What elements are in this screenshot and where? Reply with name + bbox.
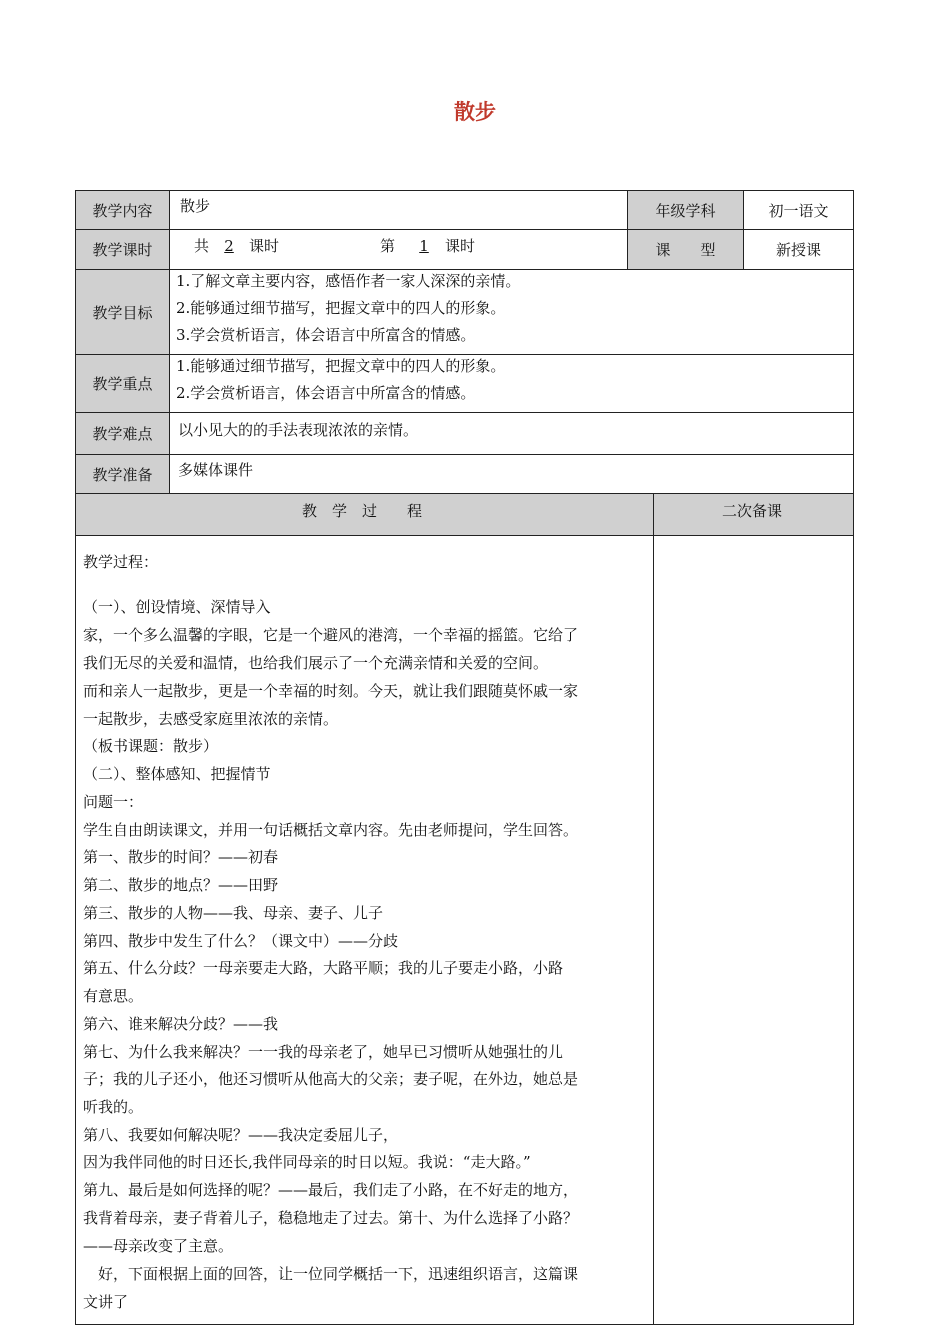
hours-unit: 课时 [249,237,280,255]
process-line: 文讲了 [83,1293,129,1311]
difficulty-value: 以小见大的的手法表现浓浓的亲情。 [178,421,419,439]
objective-item: 2.能够通过细节描写，把握文章中的四人的形象。 [176,299,506,317]
process-line: 第九、最后是如何选择的呢？——最后，我们走了小路，在不好走的地方， [83,1181,579,1199]
process-line: 第七、为什么我来解决？一一我的母亲老了，她早已习惯听从她强壮的儿 [83,1043,564,1061]
prep-label-cell [75,454,170,494]
process-line: 有意思。 [83,987,144,1005]
key-point-item: 1.能够通过细节描写，把握文章中的四人的形象。 [176,357,506,375]
process-line: 第四、散步中发生了什么？（课文中）——分歧 [83,932,399,950]
difficulty-value-cell [169,412,854,455]
side-header-cell [653,493,854,536]
hours-index: 1 [419,237,429,255]
prep-value: 多媒体课件 [178,461,254,479]
process-line: 我背着母亲，妻子背着儿子，稳稳地走了过去。第十、为什么选择了小路？ [83,1209,579,1227]
page-title: 散步 [454,100,496,124]
hours-value-cell [169,229,628,270]
content-label: 教学内容 [92,201,153,220]
key-points-value-cell [169,354,854,413]
grade-subject-value-cell [743,190,854,230]
process-line: （二）、整体感知、把握情节 [83,765,271,783]
process-line: 家，一个多么温馨的字眼，它是一个避风的港湾，一个幸福的摇篮。它给了 [83,626,579,644]
hours-index-unit: 课时 [445,237,476,255]
process-line: 第五、什么分歧？一母亲要走大路，大路平顺；我的儿子要走小路，小路 [83,959,564,977]
process-header: 教 学 过 程 [302,502,423,520]
prep-label: 教学准备 [92,465,153,484]
content-value-cell [169,190,628,230]
process-line: （板书课题：散步） [83,737,219,755]
lesson-type-value: 新授课 [775,241,821,259]
key-points-label: 教学重点 [92,375,153,393]
key-points-label-cell [75,354,170,413]
process-line: （一）、创设情境、深情导入 [83,598,271,616]
lesson-type-label-cell [627,229,744,270]
process-line: 因为我伴同他的时日还长,我伴同母亲的时日以短。我说：“走大路。” [83,1153,531,1171]
process-line: 第二、散步的地点？——田野 [83,876,279,894]
process-line: 教学过程： [83,553,159,571]
side-header: 二次备课 [722,502,783,520]
process-header-cell [75,493,654,536]
grade-subject-label: 年级学科 [655,201,716,220]
hours-index-prefix: 第 [380,237,396,255]
objectives-label: 教学目标 [92,303,153,322]
process-line: 第一、散步的时间？——初春 [83,848,279,866]
process-line: 而和亲人一起散步，更是一个幸福的时刻。今天，就让我们跟随莫怀戚一家 [83,682,579,700]
hours-total: 2 [224,237,234,255]
process-line: 第三、散步的人物——我、母亲、妻子、儿子 [83,904,384,922]
process-line: 我们无尽的关爱和温情，也给我们展示了一个充满亲情和关爱的空间。 [83,654,549,672]
objective-item: 3.学会赏析语言，体会语言中所富含的情感。 [176,326,476,344]
difficulty-label: 教学难点 [92,425,153,443]
process-line: 一起散步，去感受家庭里浓浓的亲情。 [83,710,339,728]
process-line: 学生自由朗读课文，并用一句话概括文章内容。先由老师提问，学生回答。 [83,821,579,839]
objectives-label-cell [75,269,170,355]
hours-total-text [194,235,279,256]
key-point-item: 2.学会赏析语言，体会语言中所富含的情感。 [176,384,476,402]
content-value: 散步 [180,197,211,215]
lesson-type-value-cell [743,229,854,270]
prep-value-cell [169,454,854,494]
process-line: 第六、谁来解决分歧？——我 [83,1015,279,1033]
objective-item: 1.了解文章主要内容，感悟作者一家人深深的亲情。 [176,272,521,290]
hours-index-text [380,235,475,256]
hours-total-prefix: 共 [194,237,210,255]
process-line: 第八、我要如何解决呢？——我决定委屈儿子， [83,1126,399,1144]
hours-label: 教学课时 [92,241,153,259]
grade-subject-label-cell [627,190,744,230]
process-line: 听我的。 [83,1098,144,1116]
grade-subject-value: 初一语文 [768,201,829,220]
side-notes-cell [653,535,854,1325]
lesson-type-label: 课 型 [655,241,716,259]
objectives-value-cell [169,269,854,355]
process-line: ——母亲改变了主意。 [83,1237,234,1255]
difficulty-label-cell [75,412,170,455]
process-line: 子；我的儿子还小，他还习惯听从他高大的父亲；妻子呢，在外边，她总是 [83,1070,579,1088]
content-label-cell [75,190,170,230]
process-line: 问题一： [83,793,144,811]
hours-label-cell [75,229,170,270]
process-line: 好，下面根据上面的回答，让一位同学概括一下，迅速组织语言，这篇课 [83,1265,579,1283]
